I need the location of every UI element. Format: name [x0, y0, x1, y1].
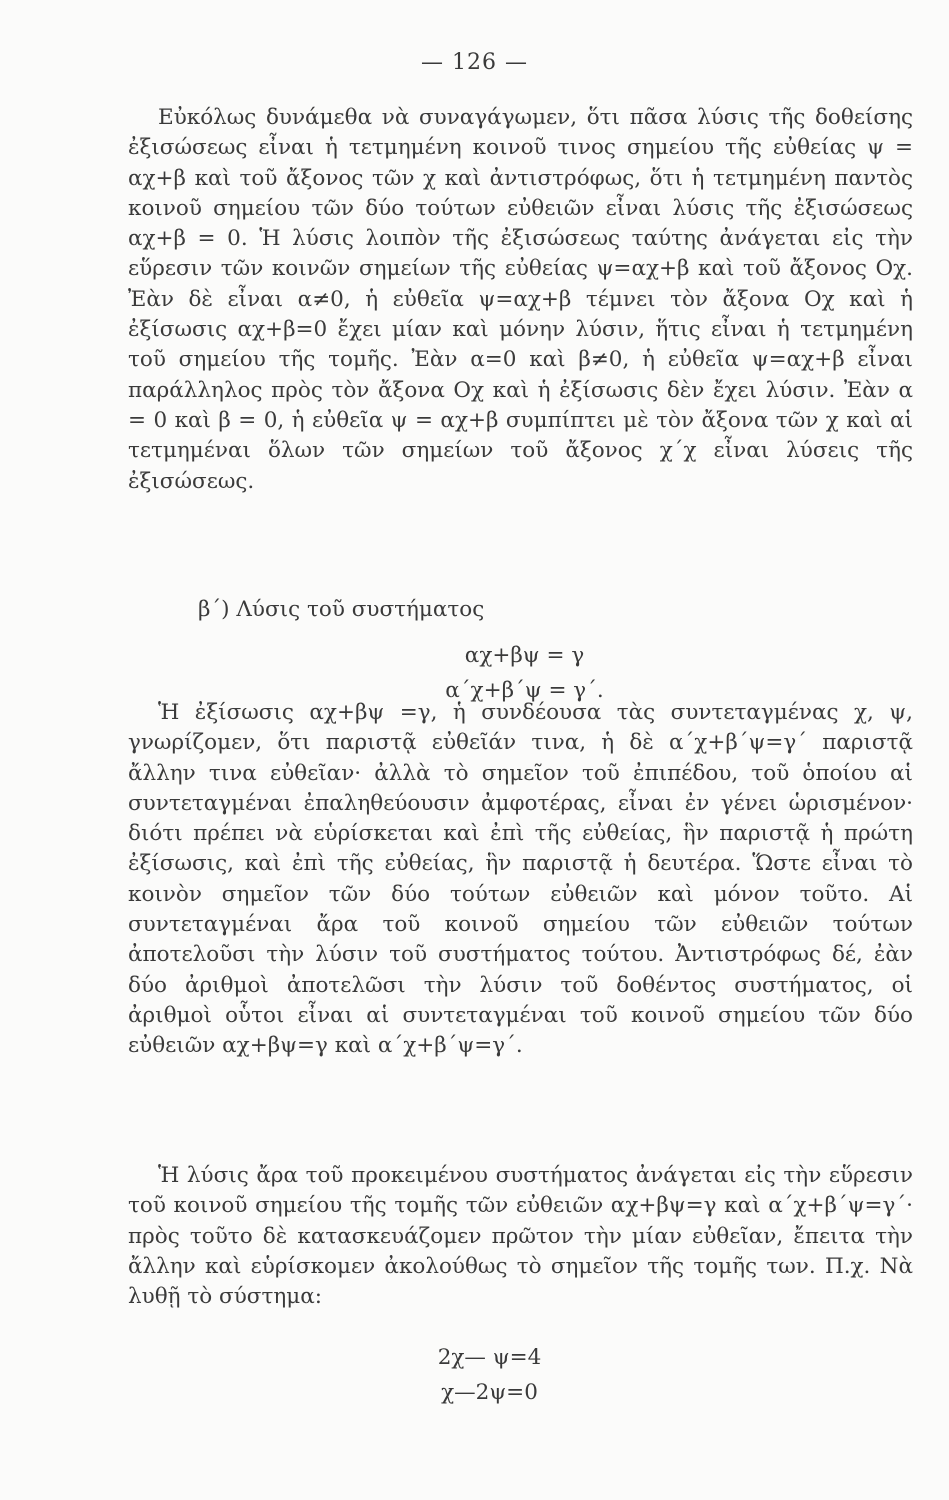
paragraph-method — [128, 1161, 913, 1312]
paragraph-solution-discussion — [128, 103, 913, 497]
system-equation-1: αχ+βψ = γ — [464, 643, 585, 668]
paragraph-text: Ἡ ἐξίσωσις αχ+βψ =γ, ἡ συνδέουσα τὰς συντεταγμένας χ, ψ, γνωρίζομεν, ὅτι παριστᾷ εὐθεῖάν τινα, ἡ δὲ α΄χ+β΄ψ=γ΄ παριστᾷ ἄλλην τινα εὐθεῖαν· ἀλλὰ τὸ σημεῖον τοῦ ἐπιπέδου, τοῦ ὁποίου αἱ συντεταγμέναι ἐπαληθεύουσιν ἀμφοτέρας, εἶναι ἐν γένει ὡρισμένον· διότι πρέπει νὰ εὑρίσκεται καὶ ἐπὶ τῆς εὐθείας, ἣν παριστᾷ ἡ πρώτη ἐξίσωσις, καὶ ἐπὶ τῆς εὐθείας, ἣν παριστᾷ ἡ δευτέρα. Ὥστε εἶναι τὸ κοινὸν σημεῖον τῶν δύο τούτων εὐθειῶν καὶ μόνον τοῦτο. Αἱ συντεταγμέναι ἄρα τοῦ κοινοῦ σημείου τῶν εὐθειῶν τούτων ἀποτελοῦσι τὴν λύσιν τοῦ συστήματος τούτου. Ἀντιστρόφως δέ, ἐὰν δύο ἀριθμοὶ ἀποτελῶσι τὴν λύσιν τοῦ δοθέντος συστήματος, οἱ ἀριθμοὶ οὗτοι εἶναι αἱ συντεταγμέναι τοῦ κοινοῦ σημείου τῶν δύο εὐθειῶν αχ+βψ=γ καὶ α΄χ+β΄ψ=γ΄. — [128, 700, 913, 1059]
paragraph-text: Ἡ λύσις ἄρα τοῦ προκειμένου συστήματος ἀνάγεται εἰς τὴν εὕρεσιν τοῦ κοινοῦ σημείου τῆς τομῆς τῶν εὐθειῶν αχ+βψ=γ καὶ α΄χ+β΄ψ=γ΄· πρὸς τοῦτο δὲ κατασκευάζομεν πρῶτον τὴν μίαν εὐθεῖαν, ἔπειτα τὴν ἄλλην καὶ εὑρίσκομεν ἀκολούθως τὸ σημεῖον τῆς τομῆς των. Π.χ. Νὰ λυθῇ τὸ σύστημα: — [128, 1163, 913, 1310]
paragraph-text: Εὐκόλως δυνάμεθα νὰ συναγάγωμεν, ὅτι πᾶσα λύσις τῆς δοθείσης ἐξισώσεως εἶναι ἡ τετμημένη κοινοῦ τινος σημείου τῆς εὐθείας ψ = αχ+β καὶ τοῦ ἄξονος τῶν χ καὶ ἀντιστρόφως, ὅτι ἡ τετμημένη παντὸς κοινοῦ σημείου τῶν δύο τούτων εὐθειῶν εἶναι λύσις τῆς ἐξισώσεως αχ+β = 0. Ἡ λύσις λοιπὸν τῆς ἐξισώσεως ταύτης ἀνάγεται εἰς τὴν εὕρεσιν τῶν κοινῶν σημείων τῆς εὐθείας ψ=αχ+β καὶ τοῦ ἄξονος Οχ. Ἐὰν δὲ εἶναι α≠0, ἡ εὐθεῖα ψ=αχ+β τέμνει τὸν ἄξονα Οχ καὶ ἡ ἐξίσωσις αχ+β=0 ἔχει μίαν καὶ μόνην λύσιν, ἥτις εἶναι ἡ τετμημένη τοῦ σημείου τῆς τομῆς. Ἐὰν α=0 καὶ β≠0, ἡ εὐθεῖα ψ=αχ+β εἶναι παράλληλος πρὸς τὸν ἄξονα Οχ καὶ ἡ ἐξίσωσις δὲν ἔχει λύσιν. Ἐὰν α = 0 καὶ β = 0, ἡ εὐθεῖα ψ = αχ+β συμπίπτει μὲ τὸν ἄξονα τῶν χ καὶ αἱ τετμημέναι ὅλων τῶν σημείων τοῦ ἄξονος χ΄χ εἶναι λύσεις τῆς ἐξισώσεως. — [128, 105, 913, 494]
example-equation-2: χ—2ψ=0 — [441, 1380, 538, 1405]
system-equation-2: α΄χ+β΄ψ = γ΄. — [445, 678, 604, 703]
example-equation-1: 2χ— ψ=4 — [437, 1345, 542, 1370]
page-number: — 126 — — [421, 50, 528, 75]
section-heading: β΄) Λύσις τοῦ συστήματος — [198, 597, 485, 622]
section-heading-block — [128, 595, 913, 625]
paragraph-geometric-interpretation — [128, 698, 913, 1062]
